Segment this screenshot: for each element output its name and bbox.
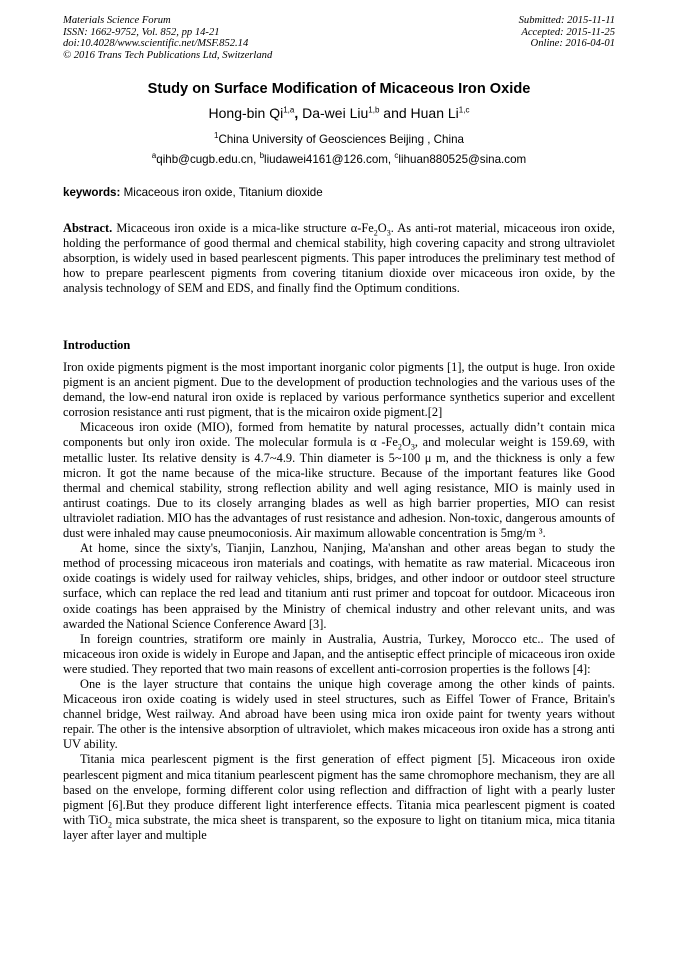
- subscript: 3: [410, 442, 415, 452]
- paragraph: [63, 420, 615, 541]
- paragraph: Iron oxide pigments pigment is the most important inorganic color pigments [1], the output is huge. Iron oxide pigment is an ancient pigment. Due to the development of production technologies and the various uses of the demand, the low-end natural iron oxide is replaced by various performance synthetics superior and excellent corrosion resistance anti rust pigment, that is the micairon oxide pigment.[2]: [63, 360, 615, 420]
- abstract-label: Abstract.: [63, 221, 113, 235]
- author-affiliation-mark: 1,a: [283, 105, 295, 115]
- submitted-date: Submitted: 2015-11-11: [518, 15, 615, 26]
- paragraph-text: O: [401, 435, 411, 450]
- email-list: [0, 151, 678, 166]
- author-name: Huan Li: [410, 105, 459, 121]
- author-affiliation-mark: 1,c: [458, 105, 470, 115]
- paragraph-text: Micaceous iron oxide (MIO), formed from hematite by natural processes, actually didn’t contain mica components but only iron oxide. The molecular formula is α -Fe: [63, 420, 615, 450]
- email-mark: b: [259, 151, 265, 160]
- paper-title: Study on Surface Modification of Micaceous Iron Oxide: [147, 81, 531, 97]
- subscript: 3: [386, 228, 391, 238]
- issn-line: ISSN: 1662-9752, Vol. 852, pp 14-21: [63, 26, 220, 38]
- paragraph: [63, 752, 615, 843]
- keywords-text: Micaceous iron oxide, Titanium dioxide: [120, 186, 323, 199]
- author-separator: ,: [294, 105, 303, 121]
- affiliation-text: China University of Geosciences Beijing , China: [218, 132, 464, 146]
- paragraph: One is the layer structure that contains the unique high coverage among the other kinds of paints. Micaceous iron oxide coating is widely used in steel structures, such as Eiffel Tower of France, Britain's channel bridge, West railway. And abroad have been using mica iron oxide paint for twenty years without repair. The other is the intensive absorption of ultraviolet, which makes micaceous iron oxide has a strong anti UV ability.: [63, 676, 615, 752]
- paragraph-text: , and molecular weight is 159.69, with metallic luster. Its relative density is 4.7~4.9. Thin diameter is 5~100 μ m, and the thickness is only a few micron. It got the name because of the mica-like structure. Because of the important features like Good thermal and chemical stability, strong reflection ability and well aging resistance, MIO is mainly used in antirust coatings. Due to its closely arranging blades as well as high barrier properties, MIO can resist ultraviolet radiation. MIO has the advantages of rust resistance and adhesion. Non-toxic, dangerous amounts of dust were inhaled may cause pneumoconiosis. Air maximum allowable concentration is 5mg/m ³.: [63, 435, 615, 541]
- dates-info: [519, 15, 615, 50]
- keywords-label: keywords:: [63, 186, 121, 199]
- online-date: Online: 2016-04-01: [530, 38, 615, 50]
- journal-info: [63, 15, 272, 61]
- author-name: Hong-bin Qi: [208, 105, 284, 121]
- section-heading-introduction: Introduction: [63, 338, 131, 352]
- accepted-date: Accepted: 2015-11-25: [521, 26, 615, 38]
- journal-name: Materials Science Forum: [63, 15, 171, 26]
- author-list: [0, 105, 678, 121]
- author-affiliation-mark: 1,b: [368, 105, 380, 115]
- paragraph-text: Titania mica pearlescent pigment is the first generation of effect pigment [5]. Micaceous iron oxide pearlescent pigment and mica titanium pearlescent pigment has the same chromophore mechanism, they are all based on the envelope, forming different color using reflection and diffraction of light with a pearly luster pigment [6].But they produce different light interference effects. Titania mica pearlescent pigment is coated with TiO: [63, 752, 615, 827]
- author-separator: and: [379, 105, 411, 121]
- subscript: 2: [107, 820, 112, 830]
- email-address[interactable]: lihuan880525@sina.com: [398, 152, 527, 166]
- introduction-body: [63, 360, 615, 843]
- subscript: 2: [373, 228, 378, 238]
- affiliation-mark: 1: [214, 131, 219, 140]
- email-address[interactable]: qihb@cugb.edu.cn,: [156, 152, 260, 166]
- email-mark: a: [151, 151, 157, 160]
- keywords: [63, 186, 323, 199]
- abstract: [63, 221, 615, 296]
- paragraph: At home, since the sixty's, Tianjin, Lanzhou, Nanjing, Ma'anshan and other areas began to study the method of processing micaceous iron materials and coatings, with hematite as raw material. Micaceous iron oxide coatings is widely used for railway vehicles, ships, bridges, and other indoor or outdoor steel structure surface, which can replace the red lead and titanium anti rust primer and topcoat for outdoor. Micaceous iron oxide coatings has been appraised by the Ministry of chemical industry and other relevant units, and was awarded the National Science Conference Award [3].: [63, 541, 615, 631]
- paragraph-text: mica substrate, the mica sheet is transparent, so the exposure to light on titanium mica, mica titania layer after layer and multiple: [63, 812, 615, 842]
- affiliation: [0, 131, 678, 146]
- author-name: Da-wei Liu: [302, 105, 369, 121]
- email-mark: c: [394, 151, 399, 160]
- abstract-text: . As anti-rot material, micaceous iron oxide, holding the performance of good thermal and chemical stability, high covering capacity and strong ultraviolet absorption, is widely used in based pearlescent pigments. This paper introduces the preliminary test method of how to prepare pearlescent pigments from covering titanium dioxide over micaceous iron oxide, by the analysis technology of SEM and EDS, and finally find the Optimum conditions.: [63, 221, 615, 296]
- email-address[interactable]: liudawei4161@126.com,: [264, 152, 395, 166]
- subscript: 2: [397, 442, 402, 452]
- abstract-text: O: [377, 221, 387, 235]
- copyright-line: © 2016 Trans Tech Publications Ltd, Switzerland: [63, 49, 273, 61]
- abstract-text: Micaceous iron oxide is a mica-like structure α-Fe: [112, 221, 374, 235]
- doi-line: doi:10.4028/www.scientific.net/MSF.852.14: [63, 38, 249, 50]
- paragraph: In foreign countries, stratiform ore mainly in Australia, Austria, Turkey, Morocco etc.. The used of micaceous iron oxide is widely in Europe and Japan, and the antiseptic effect principle of micaceous iron oxide were studied. They reported that two main reasons of excellent anti-corrosion properties is the follows [4]:: [63, 631, 615, 676]
